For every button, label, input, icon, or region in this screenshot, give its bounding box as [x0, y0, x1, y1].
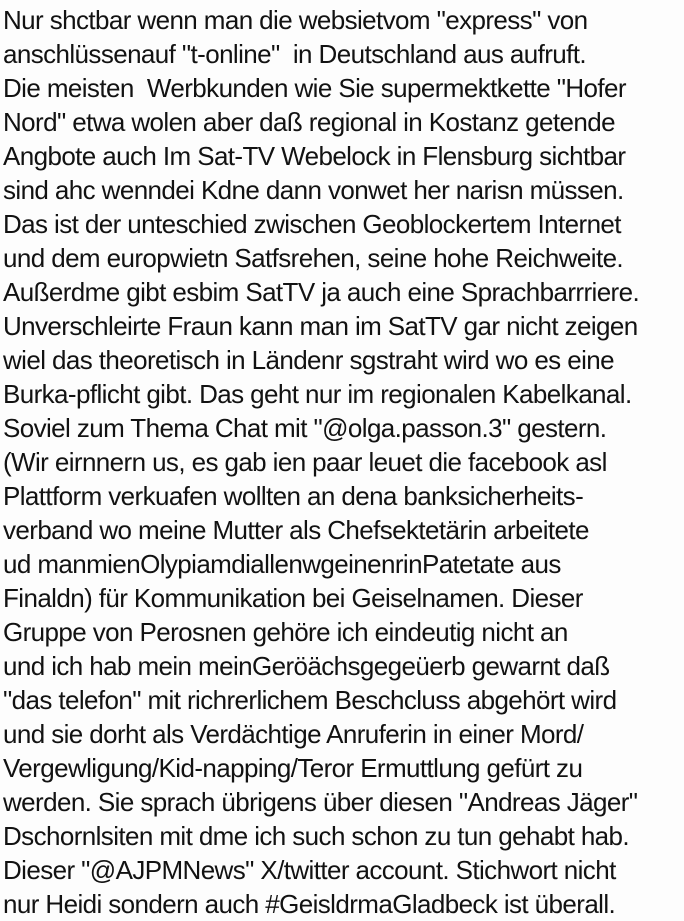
text-line: und ich hab mein meinGeröächsgegeüerb gewarnt daß [3, 651, 610, 681]
text-line: Finaldn) für Kommunikation bei Geiselnamen. Dieser [3, 583, 583, 613]
text-line: Plattform verkuafen wollten an dena banksicherheits- [3, 481, 584, 511]
text-line: und sie dorht als Verdächtige Anruferin in einer Mord/ [3, 719, 584, 749]
text-line: sind ahc wenndei Kdne dann vonwet her narisn müssen. [3, 175, 624, 205]
text-line: Burka-pflicht gibt. Das geht nur im regionalen Kabelkanal. [3, 379, 632, 409]
text-line: Das ist der unteschied zwischen Geoblockertem Internet [3, 209, 621, 239]
paragraph-text [3, 3, 682, 921]
text-line: werden. Sie sprach übrigens über diesen "Andreas Jäger" [3, 787, 638, 817]
text-line: Gruppe von Perosnen gehöre ich eindeutig nicht an [3, 617, 568, 647]
text-line: Soviel zum Thema Chat mit "@olga.passon.3" gestern. [3, 413, 607, 443]
text-line: Außerdme gibt esbim SatTV ja auch eine Sprachbarrriere. [3, 277, 640, 307]
text-line: Vergewligung/Kid-napping/Teror Ermuttlung gefürt zu [3, 753, 583, 783]
text-line: Nord" etwa wolen aber daß regional in Kostanz getende [3, 107, 615, 137]
text-line: Angbote auch Im Sat-TV Webelock in Flensburg sichtbar [3, 141, 626, 171]
text-line: nur Heidi sondern auch #GeisldrmaGladbeck ist überall. [3, 889, 616, 919]
text-line: verband wo meine Mutter als Chefsektetärin arbeitete [3, 515, 589, 545]
text-line: und dem europwietn Satfsrehen, seine hohe Reichweite. [3, 243, 624, 273]
text-line: wiel das theoretisch in Ländenr sgstraht wird wo es eine [3, 345, 614, 375]
text-line: ud manmienOlypiamdiallenwgeinenrinPatetate aus [3, 549, 561, 579]
text-line: Dieser "@AJPMNews" X/twitter account. Stichwort nicht [3, 855, 616, 885]
text-line: Nur shctbar wenn man die websietvom "express" von [3, 5, 588, 35]
text-line: "das telefon" mit richrerlichem Beschcluss abgehört wird [3, 685, 617, 715]
text-line: Unverschleirte Fraun kann man im SatTV gar nicht zeigen [3, 311, 638, 341]
text-line: anschlüssenauf "t-online" in Deutschland aus aufruft. [3, 39, 586, 69]
text-line: Die meisten Werbkunden wie Sie supermektkette "Hofer [3, 73, 626, 103]
text-line: (Wir eirnnern us, es gab ien paar leuet die facebook asl [3, 447, 607, 477]
text-line: Dschornlsiten mit dme ich such schon zu tun gehabt hab. [3, 821, 630, 851]
